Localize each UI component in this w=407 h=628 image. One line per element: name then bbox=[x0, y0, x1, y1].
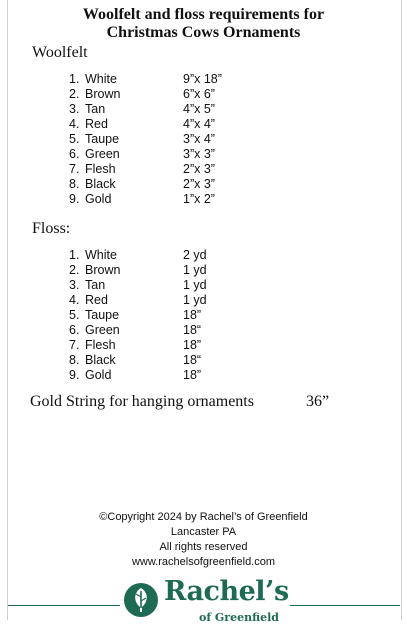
item-color: Brown bbox=[85, 87, 121, 101]
item-number: 8. bbox=[69, 177, 80, 191]
woolfelt-item bbox=[69, 192, 215, 207]
footer-divider-right bbox=[290, 605, 400, 606]
footer-divider-left bbox=[8, 605, 120, 606]
floss-heading: Floss: bbox=[32, 220, 71, 237]
woolfelt-item bbox=[69, 102, 215, 117]
floss-item bbox=[69, 293, 207, 308]
item-color: Flesh bbox=[85, 162, 116, 176]
woolfelt-item bbox=[69, 132, 215, 147]
item-number: 9. bbox=[69, 192, 80, 206]
document-title-line-1: Woolfelt and floss requirements for bbox=[82, 6, 325, 23]
item-number: 1. bbox=[69, 72, 80, 86]
rights-text: All rights reserved bbox=[159, 541, 248, 553]
item-amount: 18” bbox=[183, 308, 202, 322]
item-color: Gold bbox=[85, 192, 112, 206]
item-color: Gold bbox=[85, 368, 112, 382]
gold-string-length: 36” bbox=[306, 393, 330, 410]
floss-item bbox=[69, 248, 207, 263]
gold-string-label: Gold String for hanging ornaments bbox=[30, 393, 254, 410]
floss-list bbox=[69, 248, 207, 383]
item-number: 5. bbox=[69, 132, 80, 146]
woolfelt-item bbox=[69, 147, 215, 162]
woolfelt-item bbox=[69, 177, 215, 192]
rachels-logo bbox=[124, 576, 289, 628]
item-number: 6. bbox=[69, 147, 80, 161]
item-color: Red bbox=[85, 117, 108, 131]
item-size: 2”x 3” bbox=[183, 177, 215, 191]
location-text: Lancaster PA bbox=[170, 526, 237, 538]
item-number: 9. bbox=[69, 368, 80, 382]
item-number: 2. bbox=[69, 263, 80, 277]
document-title-line-2: Christmas Cows Ornaments bbox=[106, 24, 301, 41]
item-amount: 18” bbox=[183, 338, 202, 352]
item-color: White bbox=[85, 72, 117, 86]
item-size: 1”x 2” bbox=[183, 192, 215, 206]
item-number: 7. bbox=[69, 162, 80, 176]
logo-subtitle: of Greenfield bbox=[199, 611, 279, 624]
floss-item bbox=[69, 368, 202, 383]
floss-item bbox=[69, 263, 207, 278]
woolfelt-item bbox=[69, 87, 215, 102]
woolfelt-item bbox=[69, 162, 215, 177]
item-color: Taupe bbox=[85, 308, 120, 322]
logo-wordmark: Rachel’s bbox=[164, 576, 289, 607]
item-color: Brown bbox=[85, 263, 121, 277]
woolfelt-list bbox=[69, 72, 222, 207]
item-color: Flesh bbox=[85, 338, 116, 352]
woolfelt-item bbox=[69, 72, 222, 87]
item-amount: 2 yd bbox=[183, 248, 207, 262]
item-color: Black bbox=[85, 353, 116, 367]
item-color: Taupe bbox=[85, 132, 120, 146]
item-number: 6. bbox=[69, 323, 80, 337]
item-size: 9”x 18” bbox=[183, 72, 222, 86]
item-size: 6”x 6” bbox=[183, 87, 215, 101]
item-size: 3”x 4” bbox=[183, 132, 215, 146]
item-amount: 18” bbox=[183, 368, 202, 382]
item-color: Tan bbox=[85, 102, 106, 116]
website-link[interactable]: www.rachelsofgreenfield.com bbox=[131, 556, 276, 568]
woolfelt-item bbox=[69, 117, 215, 132]
copyright-text: ©Copyright 2024 by Rachel’s of Greenfield bbox=[99, 511, 308, 523]
item-size: 3”x 3” bbox=[183, 147, 215, 161]
item-color: Red bbox=[85, 293, 108, 307]
item-number: 7. bbox=[69, 338, 80, 352]
item-number: 4. bbox=[69, 117, 80, 131]
item-number: 4. bbox=[69, 293, 80, 307]
item-size: 4”x 4” bbox=[183, 117, 215, 131]
item-amount: 1 yd bbox=[183, 263, 207, 277]
leaf-tree-icon bbox=[124, 583, 158, 617]
item-number: 2. bbox=[69, 87, 80, 101]
item-number: 8. bbox=[69, 353, 80, 367]
item-color: Green bbox=[85, 323, 120, 337]
item-number: 5. bbox=[69, 308, 80, 322]
floss-item bbox=[69, 278, 207, 293]
item-number: 3. bbox=[69, 278, 80, 292]
item-color: Green bbox=[85, 147, 120, 161]
item-number: 3. bbox=[69, 102, 80, 116]
floss-item bbox=[69, 338, 202, 353]
woolfelt-heading: Woolfelt bbox=[32, 44, 88, 61]
item-amount: 18“ bbox=[183, 353, 202, 367]
item-amount: 18“ bbox=[183, 323, 202, 337]
floss-item bbox=[69, 308, 202, 323]
item-size: 2”x 3” bbox=[183, 162, 215, 176]
item-size: 4”x 5” bbox=[183, 102, 215, 116]
item-color: Black bbox=[85, 177, 116, 191]
item-number: 1. bbox=[69, 248, 80, 262]
item-amount: 1 yd bbox=[183, 278, 207, 292]
item-amount: 1 yd bbox=[183, 293, 207, 307]
item-color: White bbox=[85, 248, 117, 262]
floss-item bbox=[69, 353, 202, 368]
floss-item bbox=[69, 323, 202, 338]
item-color: Tan bbox=[85, 278, 106, 292]
